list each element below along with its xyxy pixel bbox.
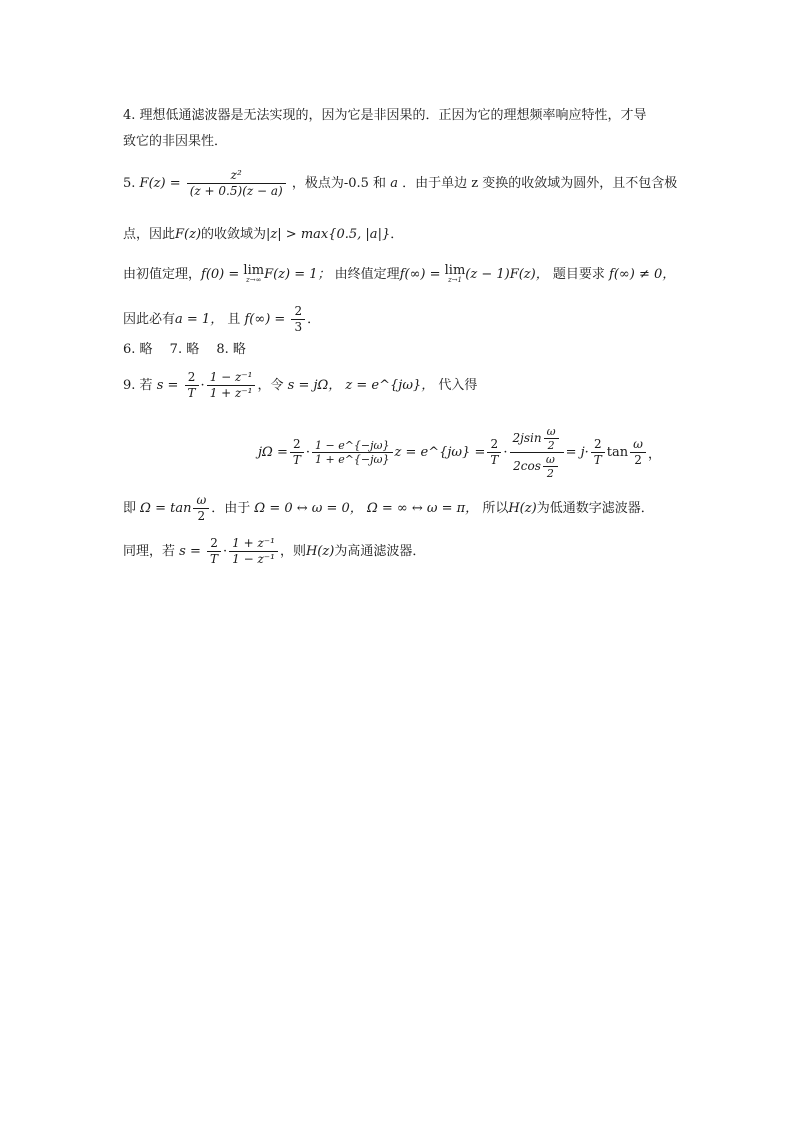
a-value: a = 1， (175, 312, 224, 327)
two-thirds-fraction: $\frac{2}{3}$ (291, 304, 305, 335)
s-eq: s = (156, 378, 179, 393)
item9-label: 9. 若 (123, 378, 153, 393)
item4-line1: 4. 理想低通滤波器是无法实现的，因为它是非因果的．正因为它的理想频率响应特性，才导 (123, 108, 647, 123)
mapping-1: Ω = 0 ↔ ω = 0， (254, 501, 363, 516)
fz-numerator: z² (187, 168, 286, 184)
lim-final: lim z→1 (444, 263, 466, 284)
omega-tan: Ω = tan (140, 501, 192, 516)
highpass-fraction: $\frac{\text{1 + z⁻¹}}{\text{1 − z⁻¹}}$ (229, 536, 278, 567)
z-e-jomega: z = e^{jω}， (345, 378, 435, 393)
line3-mid: 由终值定理 (334, 267, 400, 282)
lim-initial: lim z→∞ (243, 263, 265, 284)
hz-highpass: H(z) (305, 544, 335, 559)
line4-mid: 且 (227, 312, 241, 327)
item5-line2 (123, 225, 403, 245)
item5-label: 5. (123, 176, 136, 191)
two-over-t: $\frac{2}{T}$ (185, 370, 199, 401)
roc-condition: |z| > max{0.5, |a|} (266, 227, 391, 242)
line2-pre: 点，因此 (123, 227, 176, 242)
item5-line4 (123, 304, 320, 335)
item9-line3: 即 Ω = tan $\frac{\omega}{2}$ ．由于 Ω = 0 ↔ ω = 0， Ω = ∞ ↔ ω = π， 所以H(z)为低通数字滤波器． (123, 493, 654, 523)
line2-mid: 的收敛域为 (201, 227, 267, 242)
item5-text-tail: ．由于单边 z 变换的收敛域为圆外，且不包含极 (402, 176, 678, 191)
line4-pre: 因此必有 (123, 312, 176, 327)
final-theorem-rhs: (z − 1)F(z)， (465, 267, 549, 282)
item5-line3 (123, 265, 675, 285)
mapping-2: Ω = ∞ ↔ ω = π， (366, 501, 479, 516)
item5-text-after: ，极点为-0.5 和 (291, 176, 387, 191)
initial-theorem-rhs: F(z) = 1； (264, 267, 331, 282)
fz-denominator: (z + 0.5)(z − a) (189, 184, 283, 198)
item9-line4: 同理，若 s = $\frac{2}{T}$ · $\frac{\text{1 + z⁻¹}}{\text{1 − z⁻¹}}$ ，则H(z)为高通滤波器． (123, 536, 426, 566)
bilinear-fraction: $\frac{\text{1 − z⁻¹}}{\text{1 + z⁻¹}}$ (207, 370, 256, 401)
initial-theorem-lhs: f(0) = (201, 267, 240, 282)
pole-a: a (390, 176, 398, 191)
item5-line1 (123, 168, 677, 199)
line3-pre: 由初值定理， (123, 267, 202, 282)
line3-req: 题目要求 (552, 267, 605, 282)
s-j-omega: s = jΩ， (287, 378, 342, 393)
requirement: f(∞) ≠ 0， (609, 267, 676, 282)
line2-end: ． (390, 227, 404, 242)
line4-end: ． (307, 312, 321, 327)
fz-lhs: F(z) = (139, 176, 181, 191)
line2-fz: F(z) (175, 227, 202, 242)
item9-line1: 9. 若 s = $\frac{2}{T}$ · $\frac{\text{1 − z⁻¹}}{\text{1 + z⁻¹}}$ ，令 s = jΩ， z = e^{jω}， 代入得 (123, 370, 478, 400)
final-theorem-lhs: f(∞) = (399, 267, 441, 282)
f-inf: f(∞) = (244, 312, 286, 327)
fz-fraction (187, 168, 286, 199)
items-6-7-8: 6. 略 7. 略 8. 略 (123, 342, 246, 357)
item9-text-end: 代入得 (438, 378, 478, 393)
display-equation: jΩ = $\frac{2}{T}$ · $\frac{1 - e\^{}\{-j\omega\}}{1 + e\^{}\{-j\omega\}}$ z = e^{jω} = $\frac{2}{T}$ · 2jsin $\frac{\omega}{2}$ 2cos $\frac{\omega}{2}$ = j· $\frac{2}{T}$ tan $\frac{\omega}{2}$ ， (258, 425, 661, 480)
item4-line2: 致它的非因果性． (123, 134, 228, 149)
omega-half: $\frac{\omega}{2}$ (193, 493, 209, 524)
item9-text-mid: ，令 (257, 378, 284, 393)
hz-lowpass: H(z) (508, 501, 537, 516)
